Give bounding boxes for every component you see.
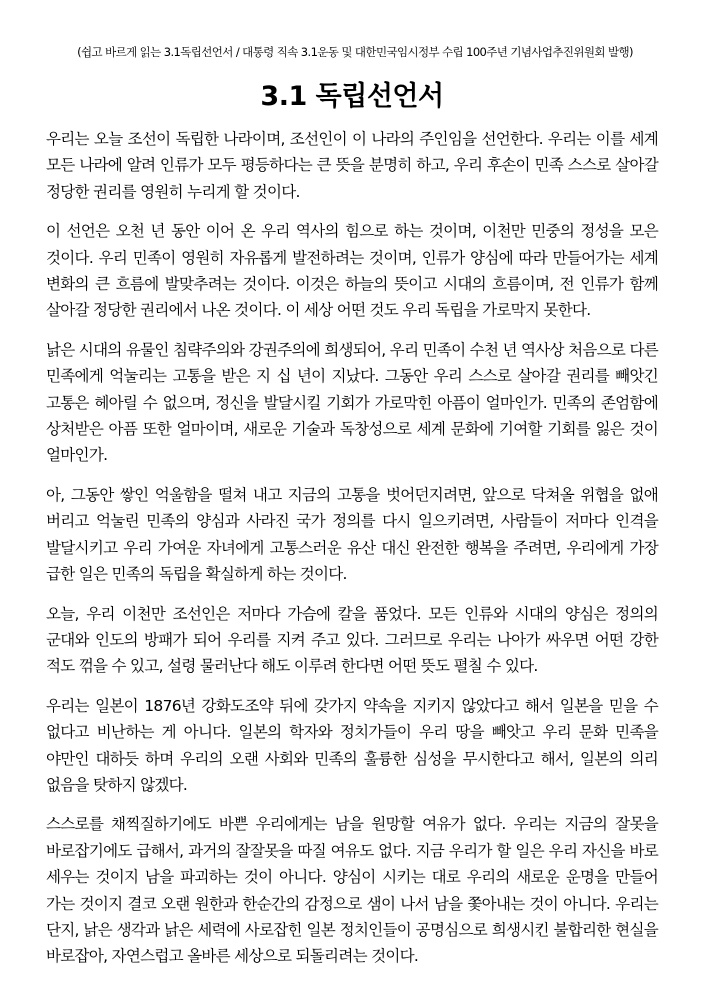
document-title: 3.1 독립선언서 (260, 81, 444, 112)
paragraph-1: 우리는 오늘 조선이 독립한 나라이며, 조선인이 이 나라의 주인임을 선언한다. 우리는 이를 세계 모든 나라에 알려 인류가 모두 평등하다는 큰 뜻을 분명히 하고, 우리 후손이 민족 스스로 살아갈 정당한 권리를 영원히 누리게 할 것이다. (46, 130, 658, 201)
document-body (46, 126, 658, 983)
paragraph-2: 이 선언은 오천 년 동안 이어 온 우리 역사의 힘으로 하는 것이며, 이천만 민중의 정성을 모은 것이다. 우리 민족이 영원히 자유롭게 발전하려는 것이며, 인류가 양심에 따라 만들어가는 세계 변화의 큰 흐름에 발맞추려는 것이다. 이것은 하늘의 뜻이고 시대의 흐름이며, 전 인류가 함께 살아갈 정당한 권리에서 나온 것이다. 이 세상 어떤 것도 우리 독립을 가로막지 못한다. (46, 222, 658, 320)
paragraph-7: 스스로를 채찍질하기에도 바쁜 우리에게는 남을 원망할 여유가 없다. 우리는 지금의 잘못을 바로잡기에도 급해서, 과거의 잘잘못을 따질 여유도 없다. 지금 우리가 할 일은 우리 자신을 바로 세우는 것이지 남을 파괴하는 것이 아니다. 양심이 시키는 대로 우리의 새로운 운명을 만들어 가는 것이지 결코 오랜 원한과 한순간의 감정으로 샘이 나서 남을 쫓아내는 것이 아니다. 우리는 단지, 낡은 생각과 낡은 세력에 사로잡힌 일본 정치인들이 공명심으로 희생시킨 불합리한 현실을 바로잡아, 자연스럽고 올바른 세상으로 되돌리려는 것이다. (46, 815, 658, 966)
paragraph-3: 낡은 시대의 유물인 침략주의와 강권주의에 희생되어, 우리 민족이 수천 년 역사상 처음으로 다른 민족에게 억눌리는 고통을 받은 지 십 년이 지났다. 그동안 우리 스스로 살아갈 권리를 빼앗긴 고통은 헤아릴 수 없으며, 정신을 발달시킬 기회가 가로막힌 아픔이 얼마인가. 민족의 존엄함에 상처받은 아픔 또한 얼마이며, 새로운 기술과 독창성으로 세계 문화에 기여할 기회를 잃은 것이 얼마인가. (46, 340, 658, 465)
paragraph-6: 우리는 일본이 1876년 강화도조약 뒤에 갖가지 약속을 지키지 않았다고 해서 일본을 믿을 수 없다고 비난하는 게 아니다. 일본의 학자와 정치가들이 우리 땅을 빼앗고 우리 문화 민족을 야만인 대하듯 하며 우리의 오랜 사회와 민족의 훌륭한 심성을 무시한다고 해서, 일본의 의리 없음을 탓하지 않겠다. (46, 696, 658, 794)
paragraph-4: 아, 그동안 쌓인 억울함을 떨쳐 내고 지금의 고통을 벗어던지려면, 앞으로 닥쳐올 위협을 없애 버리고 억눌린 민족의 양심과 사라진 국가 정의를 다시 일으키려면, 사람들이 저마다 인격을 발달시키고 우리 가여운 자녀에게 고통스러운 유산 대신 완전한 행복을 주려면, 우리에게 가장 급한 일은 민족의 독립을 확실하게 하는 것이다. (46, 485, 658, 584)
paragraph-5: 오늘, 우리 이천만 조선인은 저마다 가슴에 칼을 품었다. 모든 인류와 시대의 양심은 정의의 군대와 인도의 방패가 되어 우리를 지켜 주고 있다. 그러므로 우리는 나아가 싸우면 어떤 강한 적도 꺾을 수 있고, 설령 물러난다 해도 이루려 한다면 어떤 뜻도 펼칠 수 있다. (46, 604, 658, 676)
document-subtitle: (쉽고 바르게 읽는 3.1독립선언서 / 대통령 직속 3.1운동 및 대한민국임시정부 수립 100주년 기념사업추진위원회 발행) (77, 45, 633, 59)
